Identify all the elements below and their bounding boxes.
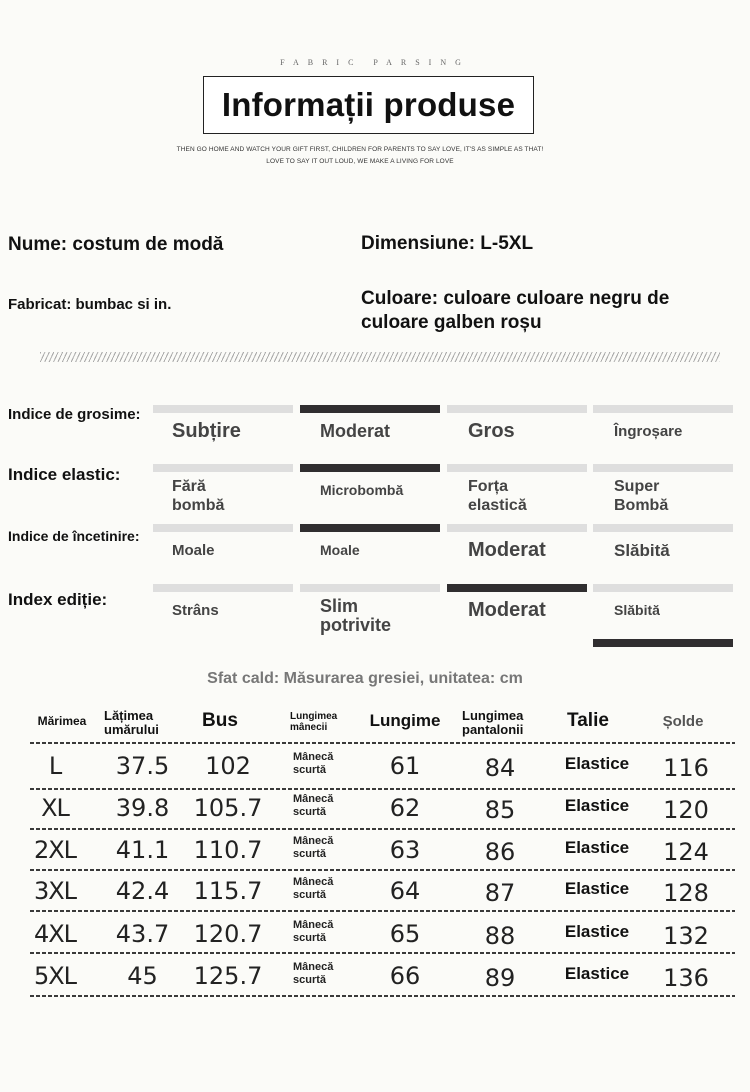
- cell-sleeve: scurtă: [293, 806, 327, 818]
- cell-length: 66: [389, 962, 421, 990]
- index-option: [172, 422, 292, 441]
- product-color: Culoare: culoare culoare negru de culoare galben roșu: [361, 288, 670, 333]
- cell-size: XL: [41, 794, 69, 822]
- cell-length: 61: [389, 752, 421, 780]
- cell-hips: 132: [663, 922, 709, 950]
- cell-hips: 120: [663, 796, 709, 824]
- index-option-line: Bombă: [614, 497, 669, 514]
- index-label: Indice elastic:: [8, 465, 121, 484]
- cell-sleeve: Mânecă: [293, 751, 334, 763]
- cell-size: 2XL: [33, 836, 77, 864]
- cell-waist: Elastice: [564, 964, 630, 983]
- cell-hips: 116: [663, 754, 709, 782]
- index-option: [468, 477, 588, 515]
- page-title: Informații produse: [221, 86, 516, 123]
- index-label: Index ediție:: [8, 590, 108, 609]
- index-option-line: Forța: [468, 478, 508, 495]
- header-hips: Șolde: [662, 713, 704, 730]
- index-bar: [593, 584, 733, 592]
- index-option-line: Moale: [320, 542, 360, 558]
- header-pants: Lungimea: [462, 708, 524, 723]
- cell-pants: 87: [484, 879, 516, 907]
- row-divider: [30, 828, 735, 830]
- cell-waist: Elastice: [564, 922, 630, 941]
- index-label: Indice de încetinire:: [8, 528, 140, 544]
- index-option: [468, 601, 588, 620]
- cell-hips: 124: [663, 838, 709, 866]
- index-label: Indice de grosime:: [8, 406, 141, 423]
- row-divider: [30, 995, 735, 997]
- index-option-line: elastică: [468, 497, 527, 514]
- index-bar: [153, 464, 293, 472]
- cell-waist: Elastice: [564, 838, 630, 857]
- cell-pants: 88: [484, 922, 516, 950]
- index-bar-underline: [593, 639, 733, 647]
- index-option-line: Strâns: [172, 602, 219, 619]
- index-option-line: Moderat: [468, 539, 546, 561]
- index-option-line: Slim: [320, 596, 359, 616]
- index-bar: [153, 584, 293, 592]
- index-option: [614, 477, 734, 515]
- title-box: [203, 76, 534, 134]
- header-shoulder: Lățimea: [104, 708, 154, 723]
- cell-sleeve: scurtă: [293, 974, 327, 986]
- index-bar: [153, 405, 293, 413]
- index-bar: [593, 464, 733, 472]
- cell-bust: 115.7: [193, 877, 263, 905]
- index-option: [320, 541, 440, 560]
- index-bar-selected: [447, 584, 587, 592]
- cell-waist: Elastice: [564, 754, 630, 773]
- cell-sleeve: scurtă: [293, 848, 327, 860]
- index-bar: [593, 524, 733, 532]
- cell-length: 62: [389, 794, 421, 822]
- tagline-line-1: THEN GO HOME AND WATCH YOUR GIFT FIRST, CHILDREN FOR PARENTS TO SAY LOVE, IT'S AS SIMPLE AS THAT!: [176, 146, 544, 153]
- index-bar: [447, 405, 587, 413]
- cell-length: 63: [389, 836, 421, 864]
- index-option: [172, 601, 292, 620]
- cell-size: 5XL: [33, 962, 77, 990]
- index-bar-selected: [300, 524, 440, 532]
- index-option-line: Microbombă: [320, 482, 404, 498]
- index-option-line: Slăbită: [614, 602, 660, 618]
- cell-hips: 136: [663, 964, 709, 992]
- cell-sleeve: scurtă: [293, 932, 327, 944]
- cell-hips: 128: [663, 879, 709, 907]
- cell-shoulder: 41.1: [115, 836, 170, 864]
- cell-bust: 125.7: [193, 962, 263, 990]
- cell-shoulder: 39.8: [115, 794, 170, 822]
- index-option: [614, 601, 734, 620]
- index-option: [614, 422, 734, 441]
- index-option-line: Slăbită: [614, 541, 670, 560]
- index-option-line: Moderat: [320, 421, 391, 441]
- header-shoulder: umărului: [104, 722, 159, 737]
- index-option-line: potrivite: [320, 615, 392, 635]
- row-divider: [30, 742, 735, 744]
- row-divider: [30, 869, 735, 871]
- index-bar-selected: [300, 405, 440, 413]
- cell-pants: 89: [484, 964, 516, 992]
- cell-sleeve: Mânecă: [293, 961, 334, 973]
- index-option: [468, 422, 588, 441]
- cell-shoulder: 45: [127, 962, 158, 990]
- cell-size: 3XL: [33, 877, 77, 905]
- index-option: [320, 481, 440, 500]
- index-option-line: Îngroșare: [614, 423, 683, 440]
- cell-sleeve: Mânecă: [293, 793, 334, 805]
- cell-sleeve: Mânecă: [293, 835, 334, 847]
- header-waist: Talie: [567, 710, 609, 731]
- index-option-line: Gros: [468, 420, 515, 442]
- cell-bust: 110.7: [193, 836, 263, 864]
- index-bar: [300, 584, 440, 592]
- index-option-line: Super: [614, 478, 660, 495]
- header-size: Mărimea: [37, 714, 87, 728]
- cell-sleeve: Mânecă: [293, 876, 334, 888]
- tagline-line-2: LOVE TO SAY IT OUT LOUD, WE MAKE A LIVING FOR LOVE: [266, 158, 454, 165]
- header-bust: Bus: [202, 710, 238, 731]
- cell-bust: 105.7: [193, 794, 263, 822]
- index-option: [320, 422, 440, 441]
- index-option: [468, 541, 588, 560]
- index-bar-selected: [300, 464, 440, 472]
- hatched-divider: [40, 352, 720, 362]
- fabric-parsing-caption: FABRIC PARSING: [280, 58, 470, 67]
- index-option-line: Moale: [172, 542, 215, 559]
- index-option-line: Fără: [172, 478, 206, 495]
- index-option: [320, 597, 440, 635]
- cell-size: L: [48, 752, 62, 780]
- cell-shoulder: 43.7: [115, 920, 170, 948]
- index-option: [172, 477, 292, 515]
- cell-sleeve: Mânecă: [293, 919, 334, 931]
- cell-sleeve: scurtă: [293, 764, 327, 776]
- index-bar: [447, 464, 587, 472]
- header-pants: pantalonii: [462, 722, 524, 737]
- measurement-tip: Sfat cald: Măsurarea gresiei, unitatea: cm: [207, 670, 523, 687]
- index-option-line: Subțire: [172, 420, 241, 442]
- header-sleeve: Lungimea: [290, 711, 338, 722]
- index-bar: [593, 405, 733, 413]
- index-bar: [447, 524, 587, 532]
- cell-sleeve: scurtă: [293, 889, 327, 901]
- row-divider: [30, 788, 735, 790]
- row-divider: [30, 910, 735, 912]
- cell-shoulder: 42.4: [115, 877, 170, 905]
- cell-bust: 120.7: [193, 920, 263, 948]
- cell-pants: 85: [484, 796, 516, 824]
- cell-waist: Elastice: [564, 796, 630, 815]
- index-option: [172, 541, 292, 560]
- header-length: Lungime: [369, 711, 441, 730]
- index-option-line: bombă: [172, 497, 225, 514]
- index-bar: [153, 524, 293, 532]
- cell-pants: 86: [484, 838, 516, 866]
- cell-shoulder: 37.5: [115, 752, 170, 780]
- cell-bust: 102: [205, 752, 251, 780]
- row-divider: [30, 952, 735, 954]
- header-sleeve: mânecii: [290, 722, 328, 733]
- index-option: [614, 541, 734, 560]
- cell-pants: 84: [484, 754, 516, 782]
- product-name: Nume: costum de modă: [8, 234, 224, 255]
- cell-size: 4XL: [33, 920, 77, 948]
- cell-length: 64: [389, 877, 421, 905]
- cell-waist: Elastice: [564, 879, 630, 898]
- product-fabric: Fabricat: bumbac si in.: [8, 296, 172, 313]
- product-dimension: Dimensiune: L-5XL: [361, 233, 534, 254]
- cell-length: 65: [389, 920, 421, 948]
- index-option-line: Moderat: [468, 599, 546, 621]
